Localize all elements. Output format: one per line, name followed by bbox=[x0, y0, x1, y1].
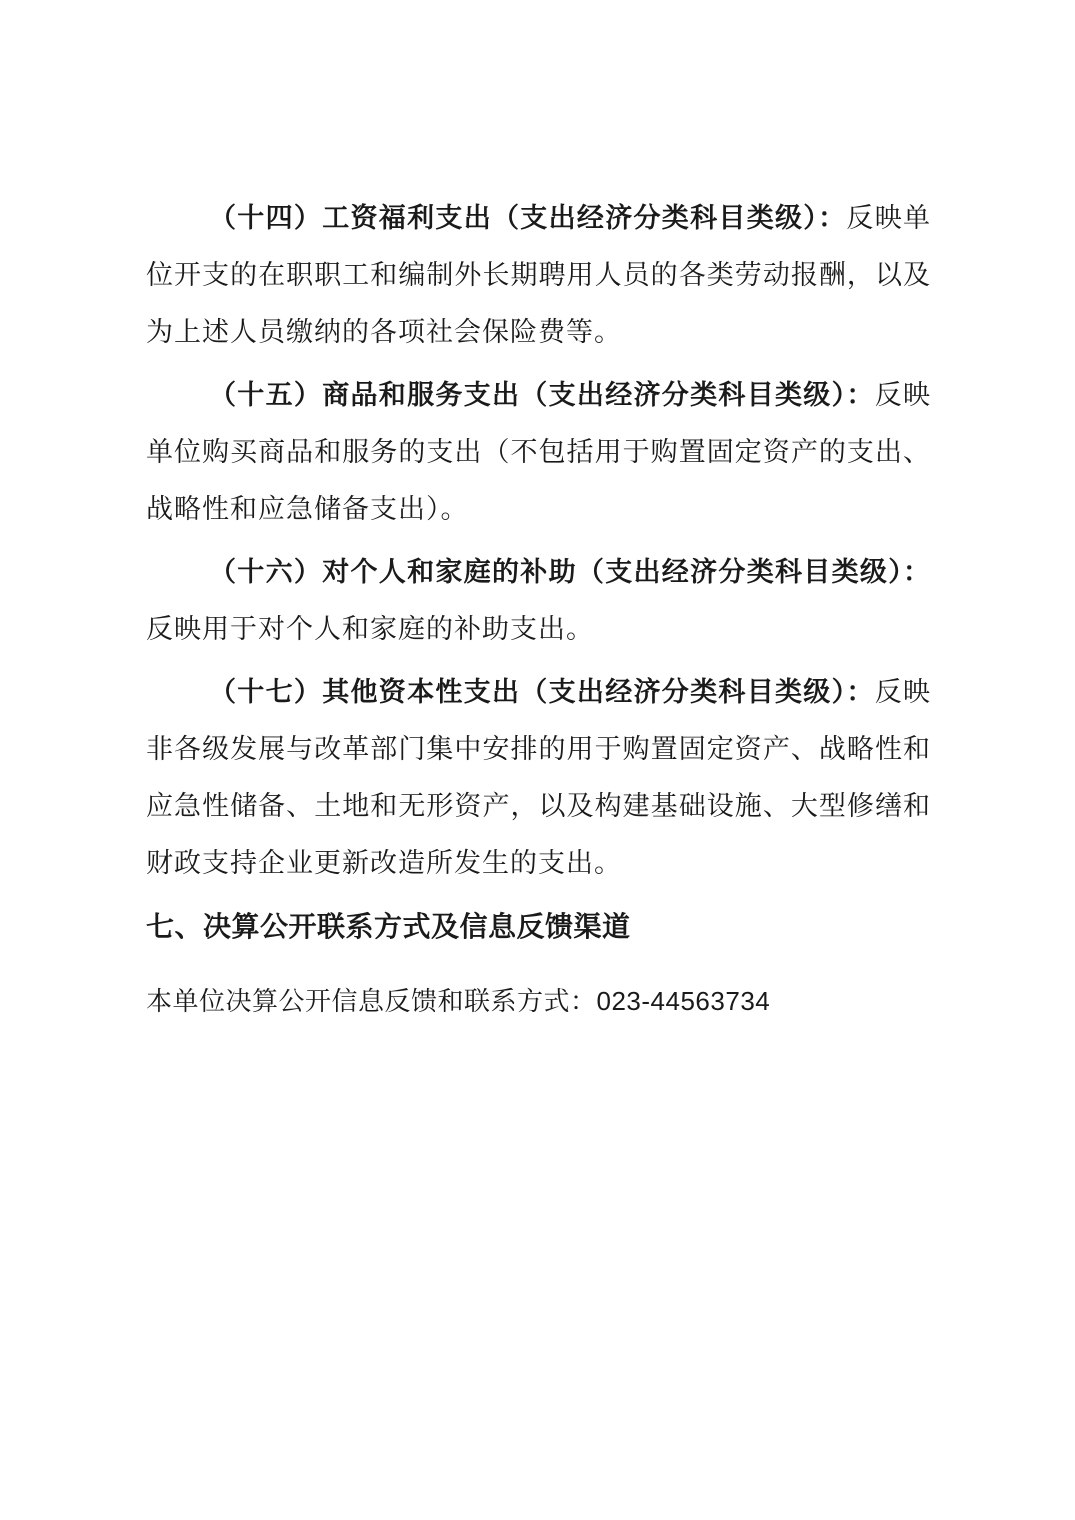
item-description: 反映单位购买商品和服务的支出（不包括用于购置固定资产的支出、战略性和应急储备支出）。 bbox=[146, 380, 932, 525]
item-term: （十六）对个人和家庭的补助（支出经济分类科目类级）： bbox=[209, 557, 931, 588]
item-term: （十七）其他资本性支出（支出经济分类科目类级）： bbox=[209, 677, 875, 708]
item-description: 反映非各级发展与改革部门集中安排的用于购置固定资产、战略性和应急性储备、土地和无形资产，以及构建基础设施、大型修缮和财政支持企业更新改造所发生的支出。 bbox=[146, 677, 932, 879]
section-heading: 七、决算公开联系方式及信息反馈渠道 bbox=[146, 910, 631, 943]
item-description: 反映单位开支的在职职工和编制外长期聘用人员的各类劳动报酬，以及为上述人员缴纳的各项社会保险费等。 bbox=[146, 203, 932, 348]
item-15 bbox=[146, 367, 931, 538]
item-term: （十四）工资福利支出（支出经济分类科目类级）： bbox=[209, 203, 847, 234]
item-14 bbox=[146, 190, 931, 361]
contact-label: 本单位决算公开信息反馈和联系方式： bbox=[146, 987, 597, 1017]
contact-phone: 023-44563734 bbox=[596, 986, 771, 1016]
item-description: 反映用于对个人和家庭的补助支出。 bbox=[146, 614, 594, 645]
item-17 bbox=[146, 664, 931, 892]
item-term: （十五）商品和服务支出（支出经济分类科目类级）： bbox=[209, 380, 875, 411]
document-page bbox=[146, 190, 931, 1031]
contact-line bbox=[146, 973, 931, 1031]
item-16 bbox=[146, 544, 931, 658]
